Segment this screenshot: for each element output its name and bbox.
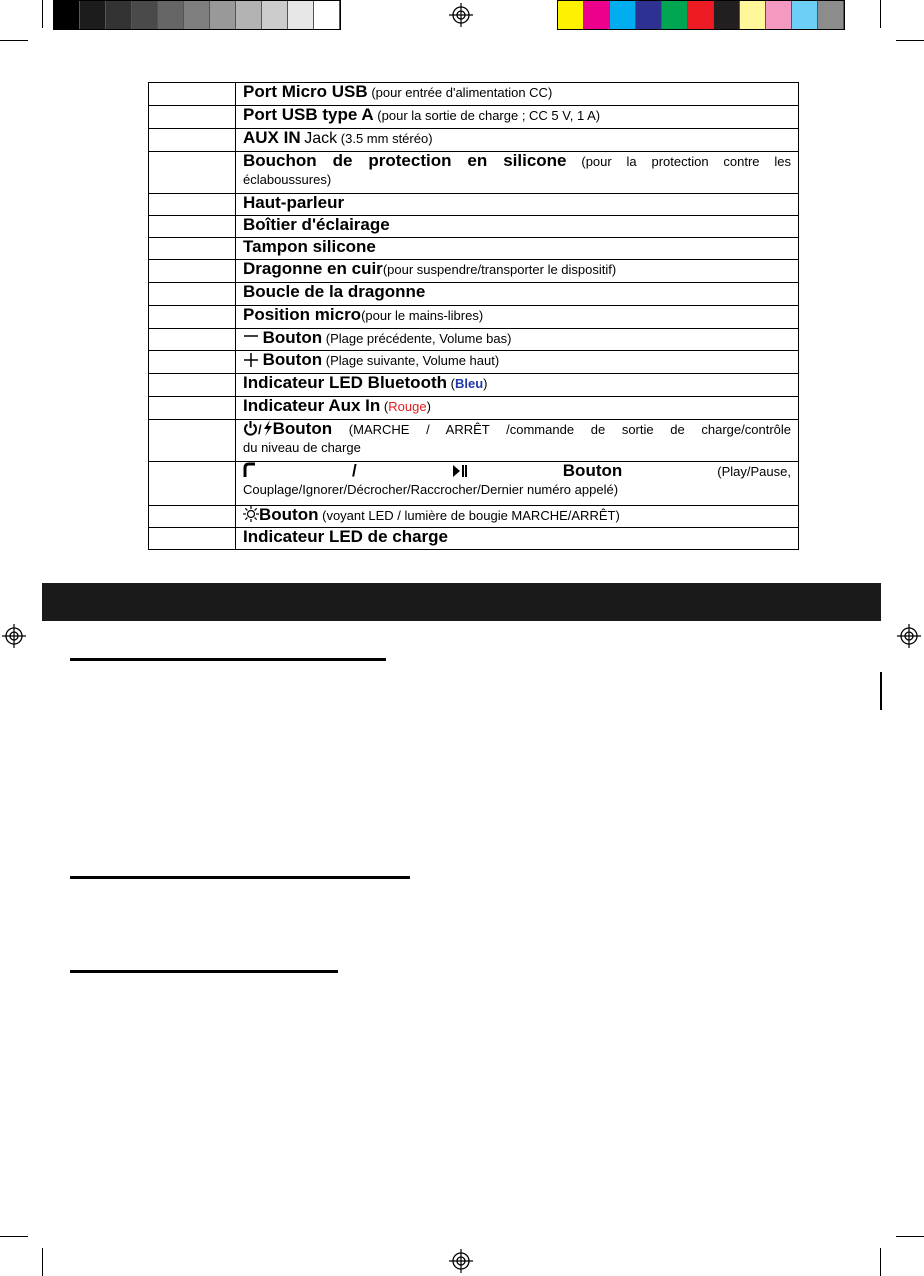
part-title: Port Micro USB bbox=[243, 82, 368, 101]
color-swatch bbox=[584, 1, 610, 29]
registration-mark-icon bbox=[2, 624, 26, 648]
crop-mark bbox=[42, 0, 43, 28]
part-title: AUX IN bbox=[243, 128, 301, 147]
color-swatch bbox=[54, 1, 80, 29]
cmyk-color-bar bbox=[557, 0, 845, 30]
part-title: Position micro bbox=[243, 305, 362, 324]
color-swatch bbox=[818, 1, 844, 29]
heading-underline bbox=[70, 876, 410, 879]
table-row bbox=[149, 216, 799, 238]
crop-mark bbox=[896, 1236, 924, 1237]
table-row: Bouchon de protection en silicone (pour la protection contre les éclaboussures) bbox=[149, 152, 799, 194]
registration-mark-icon bbox=[449, 3, 473, 27]
light-icon bbox=[243, 506, 259, 522]
color-swatch bbox=[662, 1, 688, 29]
part-title: Bouton bbox=[262, 350, 323, 369]
grayscale-color-bar bbox=[53, 0, 341, 30]
registration-mark-icon bbox=[897, 624, 921, 648]
part-title: Bouton bbox=[562, 461, 623, 480]
table-row: Indicateur Aux In (Rouge) bbox=[149, 397, 799, 420]
table-row: Position micro(pour le mains-libres) bbox=[149, 306, 799, 329]
color-swatch bbox=[688, 1, 714, 29]
table-row bbox=[149, 194, 799, 216]
crop-mark bbox=[42, 1248, 43, 1276]
registration-mark-icon bbox=[449, 1249, 473, 1273]
table-row: AUX IN Jack (3.5 mm stéréo) bbox=[149, 129, 799, 152]
color-swatch bbox=[792, 1, 818, 29]
part-title: Indicateur LED de charge bbox=[243, 527, 448, 546]
color-swatch bbox=[158, 1, 184, 29]
part-title: Boîtier d'éclairage bbox=[243, 215, 390, 234]
part-title: Tampon silicone bbox=[243, 237, 376, 256]
color-swatch bbox=[610, 1, 636, 29]
part-title: Port USB type A bbox=[243, 105, 374, 124]
table-row bbox=[149, 528, 799, 550]
table-row bbox=[149, 238, 799, 260]
section-header-bar bbox=[42, 583, 881, 621]
table-row: / Bouton (MARCHE / ARRÊT /commande de sortie de charge/contrôle du niveau de charge bbox=[149, 420, 799, 462]
crop-mark bbox=[0, 40, 28, 41]
color-swatch bbox=[740, 1, 766, 29]
crop-mark bbox=[880, 1248, 881, 1276]
table-row: Bouton (voyant LED / lumière de bougie MARCHE/ARRÊT) bbox=[149, 506, 799, 528]
play-pause-icon bbox=[452, 464, 468, 478]
part-title: Indicateur Aux In bbox=[243, 396, 381, 415]
color-swatch bbox=[184, 1, 210, 29]
table-row: Indicateur LED Bluetooth (Bleu) bbox=[149, 374, 799, 397]
parts-table bbox=[148, 82, 799, 550]
power-icon bbox=[243, 420, 258, 436]
part-title: Bouton bbox=[272, 419, 333, 438]
color-swatch bbox=[262, 1, 288, 29]
phone-icon bbox=[243, 462, 257, 478]
part-title: Bouton bbox=[262, 328, 323, 347]
table-row: Dragonne en cuir(pour suspendre/transporter le dispositif) bbox=[149, 260, 799, 283]
crop-mark bbox=[896, 40, 924, 41]
heading-underline bbox=[70, 970, 338, 973]
table-row bbox=[149, 283, 799, 306]
minus-icon bbox=[243, 331, 259, 345]
plus-icon bbox=[243, 353, 259, 367]
color-swatch bbox=[80, 1, 106, 29]
side-tab-marker bbox=[880, 672, 882, 710]
table-row: Bouton (Plage précédente, Volume bas) bbox=[149, 329, 799, 351]
color-swatch bbox=[106, 1, 132, 29]
charge-bolt-icon bbox=[262, 420, 273, 436]
color-swatch bbox=[132, 1, 158, 29]
color-swatch bbox=[766, 1, 792, 29]
color-swatch bbox=[288, 1, 314, 29]
part-title: Dragonne en cuir bbox=[243, 259, 383, 278]
heading-underline bbox=[70, 658, 386, 661]
crop-mark bbox=[0, 1236, 28, 1237]
color-swatch bbox=[210, 1, 236, 29]
crop-mark bbox=[880, 0, 881, 28]
part-title: Bouton bbox=[259, 505, 319, 524]
part-title: Haut-parleur bbox=[243, 193, 345, 212]
part-title: Boucle de la dragonne bbox=[243, 282, 426, 301]
color-swatch bbox=[558, 1, 584, 29]
table-row: / Bouton (Play/Pause, Couplage/Ignorer/Décrocher/Raccrocher/Dernier numéro appelé) bbox=[149, 462, 799, 506]
color-swatch bbox=[314, 1, 340, 29]
color-swatch bbox=[714, 1, 740, 29]
color-swatch bbox=[636, 1, 662, 29]
part-title: Indicateur LED Bluetooth bbox=[243, 373, 447, 392]
table-row: Port Micro USB (pour entrée d'alimentation CC) bbox=[149, 83, 799, 106]
table-row: Bouton (Plage suivante, Volume haut) bbox=[149, 351, 799, 374]
color-swatch bbox=[236, 1, 262, 29]
part-title: Bouchon de protection en silicone bbox=[243, 151, 567, 170]
table-row: Port USB type A (pour la sortie de charge ; CC 5 V, 1 A) bbox=[149, 106, 799, 129]
